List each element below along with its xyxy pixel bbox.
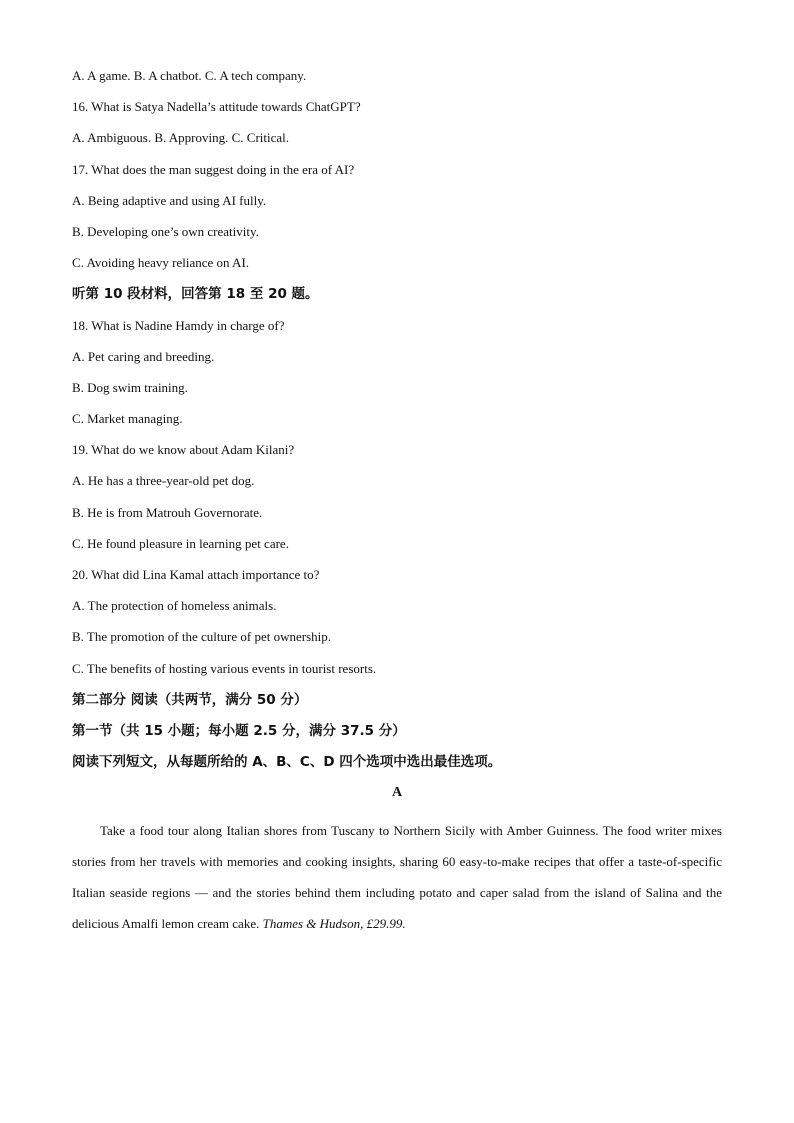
reading-instruction: 阅读下列短文，从每题所给的 A、B、C、D 四个选项中选出最佳选项。 [72,754,502,771]
passage-label: A [391,785,403,801]
q19-option-c: C. He found pleasure in learning pet care. [72,535,289,551]
section10-instruction: 听第 10 段材料，回答第 18 至 20 题。 [72,286,319,303]
q16-options: A. Ambiguous. B. Approving. C. Critical. [72,130,290,146]
q19-question: 19. What do we know about Adam Kilani? [72,442,295,458]
document-page [72,66,722,939]
q18-question: 18. What is Nadine Hamdy in charge of? [72,317,285,333]
q19-option-a: A. He has a three-year-old pet dog. [72,473,255,489]
q20-option-a: A. The protection of homeless animals. [72,598,277,614]
passage-text: Take a food tour along Italian shores from Tuscany to Northern Sicily with Amber Guinness. The food writer mixes stories from her travels with memories and cooking insights, sharing 60 easy-to-make recipes that offer a taste-of-specific Italian seaside regions — and the stories behind them including potato and caper salad from the island of Salina and the delicious Amalfi lemon cream cake. [72,822,722,932]
q20-option-b: B. The promotion of the culture of pet ownership. [72,629,331,645]
q17-option-c: C. Avoiding heavy reliance on AI. [72,255,250,271]
q17-option-b: B. Developing one’s own creativity. [72,223,259,239]
q15-options: A. A game. B. A chatbot. C. A tech company. [72,68,307,83]
section1-title: 第一节（共 15 小题；每小题 2.5 分，满分 37.5 分） [72,722,406,739]
q18-option-a: A. Pet caring and breeding. [72,348,215,364]
q18-option-b: B. Dog swim training. [72,379,188,395]
passage-paragraph [72,815,722,940]
q16-question: 16. What is Satya Nadella’s attitude towards ChatGPT? [72,99,361,115]
q19-option-b: B. He is from Matrouh Governorate. [72,504,263,520]
q20-question: 20. What did Lina Kamal attach importance to? [72,567,320,582]
part2-title: 第二部分 阅读（共两节，满分 50 分） [72,691,308,708]
q17-question: 17. What does the man suggest doing in the era of AI? [72,161,355,177]
q17-option-a: A. Being adaptive and using AI fully. [72,192,267,208]
passage-source: Thames & Hudson, £29.99. [262,916,406,932]
q20-option-c: C. The benefits of hosting various events in tourist resorts. [72,660,377,676]
q18-option-c: C. Market managing. [72,411,183,427]
